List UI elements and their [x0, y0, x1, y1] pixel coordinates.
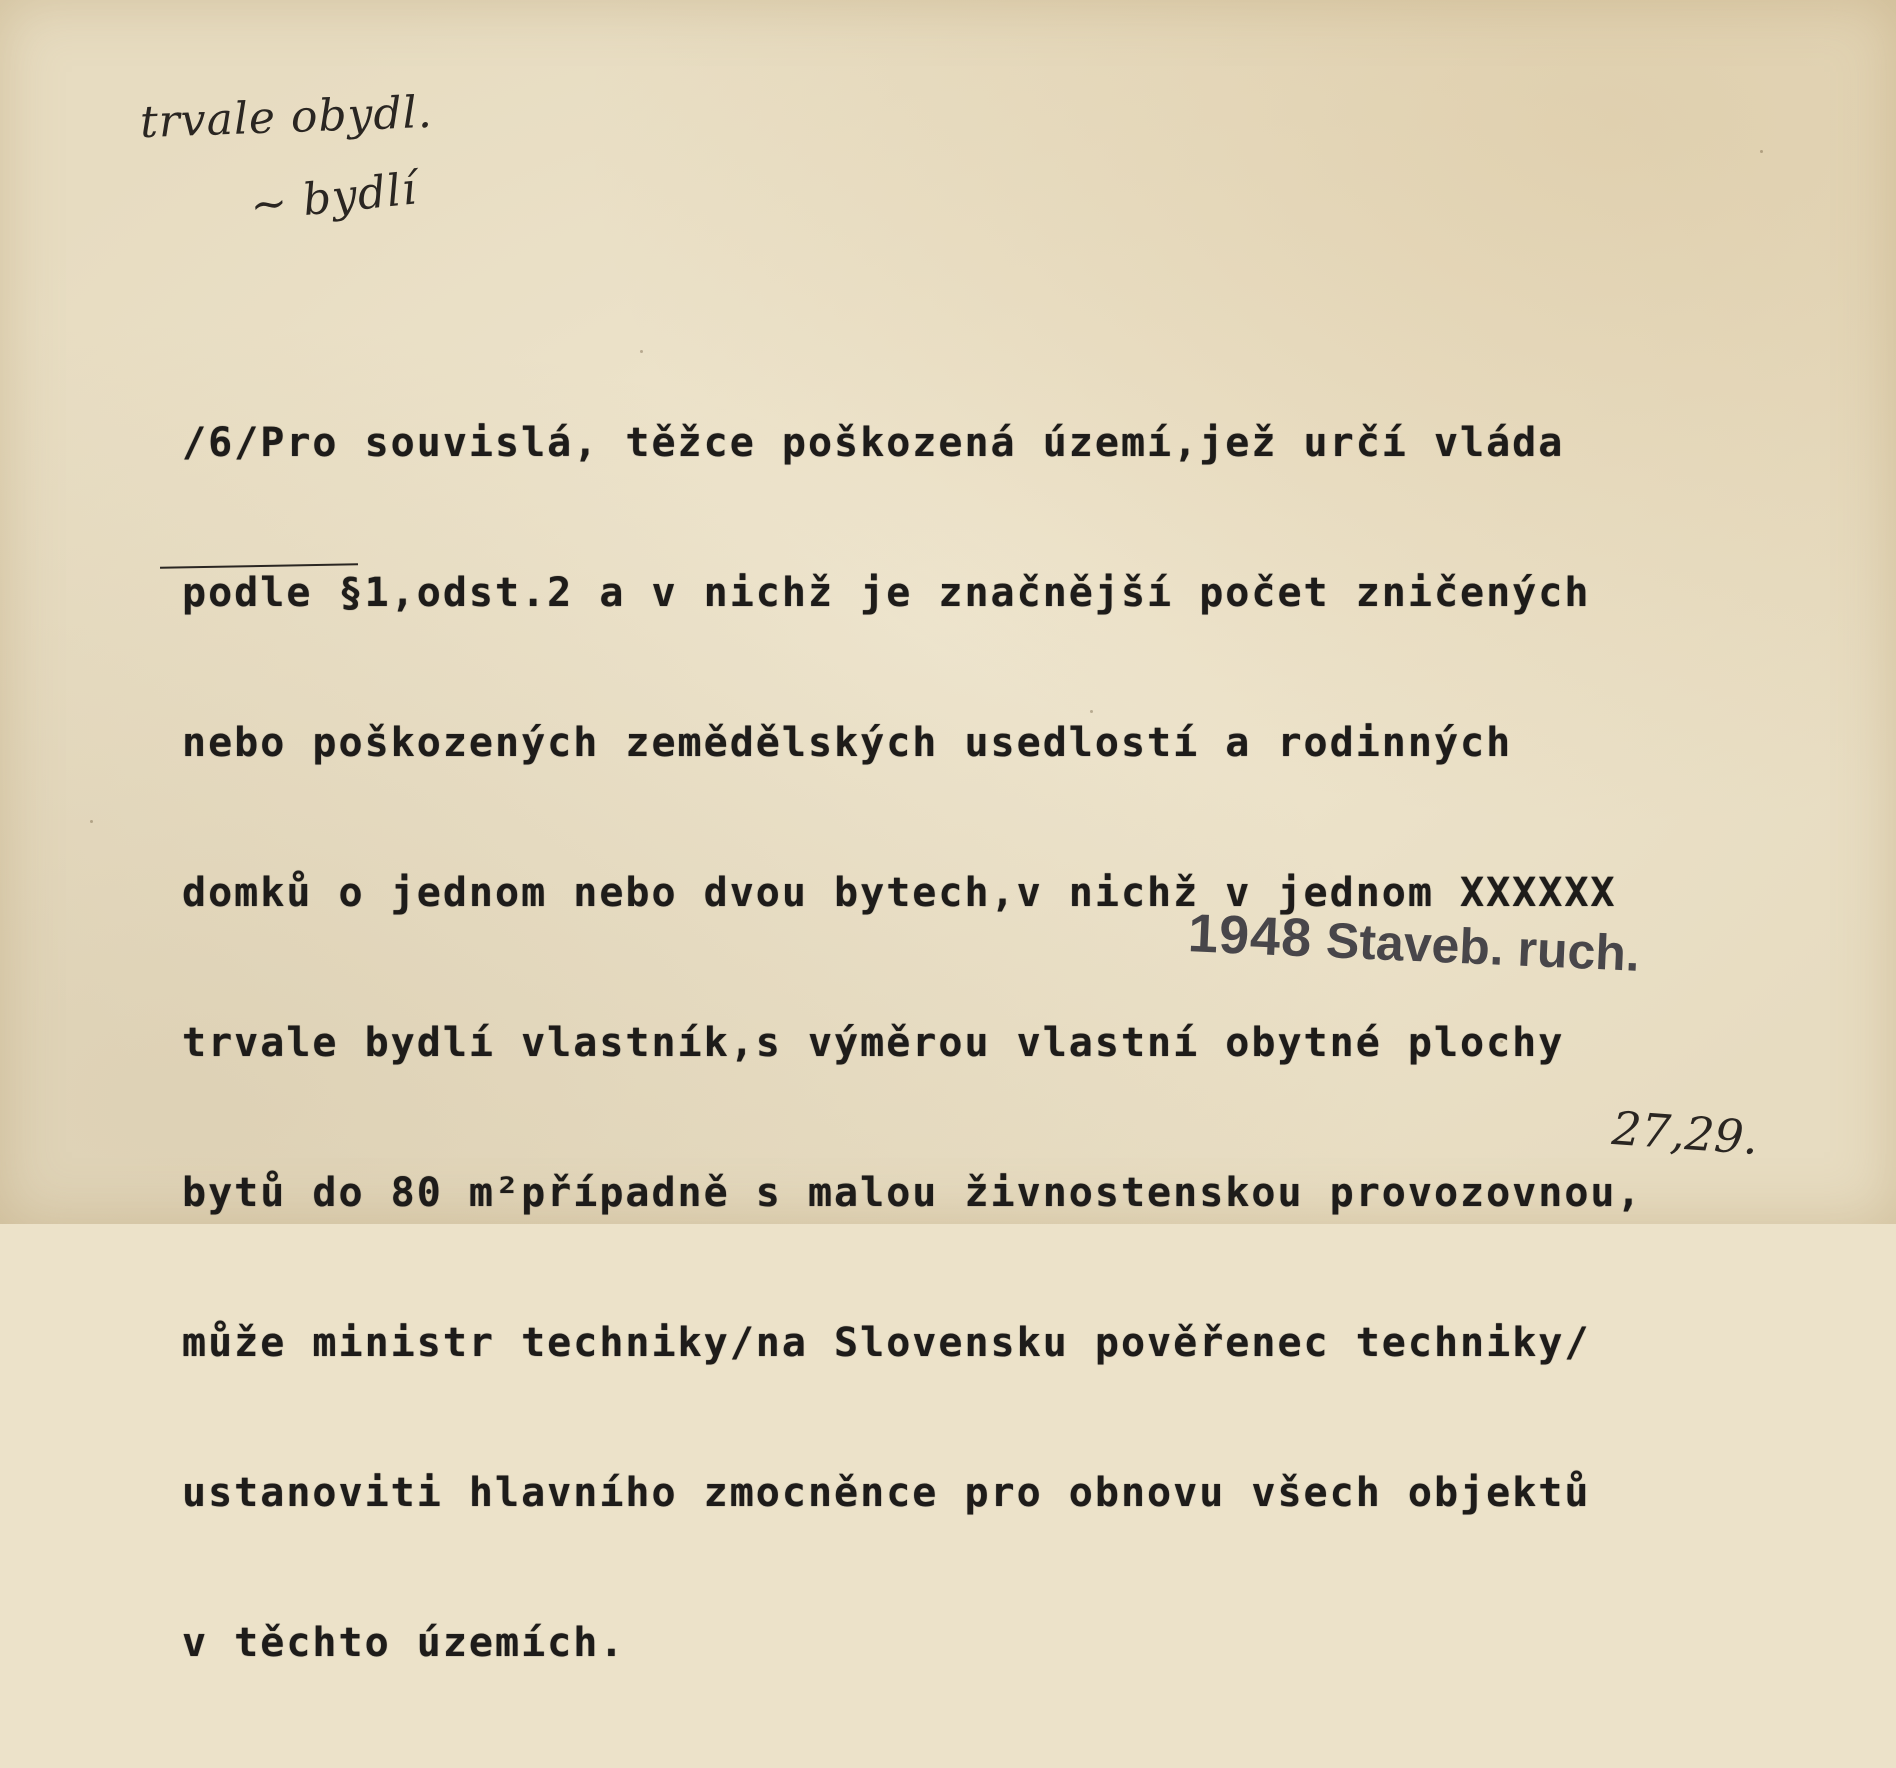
paper-speck	[640, 350, 643, 353]
typed-line-8: ustanoviti hlavního zmocněnce pro obnovu všech objektů	[182, 1470, 1591, 1516]
paper-speck	[1500, 1040, 1503, 1043]
typed-line-7: může ministr techniky/na Slovensku pověřenec techniky/	[182, 1320, 1591, 1366]
typed-line-5: trvale bydlí vlastník,s výměrou vlastní obytné plochy	[182, 1020, 1565, 1066]
paper-speck	[1760, 150, 1763, 153]
typed-line-1: /6/Pro souvislá, těžce poškozená území,jež určí vláda	[182, 420, 1565, 466]
typed-line-6: bytů do 80 m²případně s malou živnostenskou provozovnou,	[182, 1170, 1643, 1216]
typed-line-3: nebo poškozených zemědělských usedlostí a rodinných	[182, 720, 1513, 766]
stamp-text: Staveb. ruch.	[1324, 912, 1642, 982]
paper-speck	[90, 820, 93, 823]
paper-speck	[1090, 710, 1093, 713]
typed-line-2: podle §1,odst.2 a v nichž je značnější počet zničených	[182, 570, 1591, 616]
stamp-year: 1948	[1186, 903, 1314, 969]
typed-line-9: v těchto územích.	[182, 1620, 626, 1666]
page-reference: 27,29.	[1610, 1100, 1761, 1166]
handwritten-note-1: trvale obydl.	[139, 86, 434, 149]
typed-paragraph	[182, 318, 1643, 1768]
handwritten-note-2: ~ bydlí	[247, 163, 420, 232]
typed-line-4: domků o jednom nebo dvou bytech,v nichž v jednom XXXXXX	[182, 870, 1617, 916]
